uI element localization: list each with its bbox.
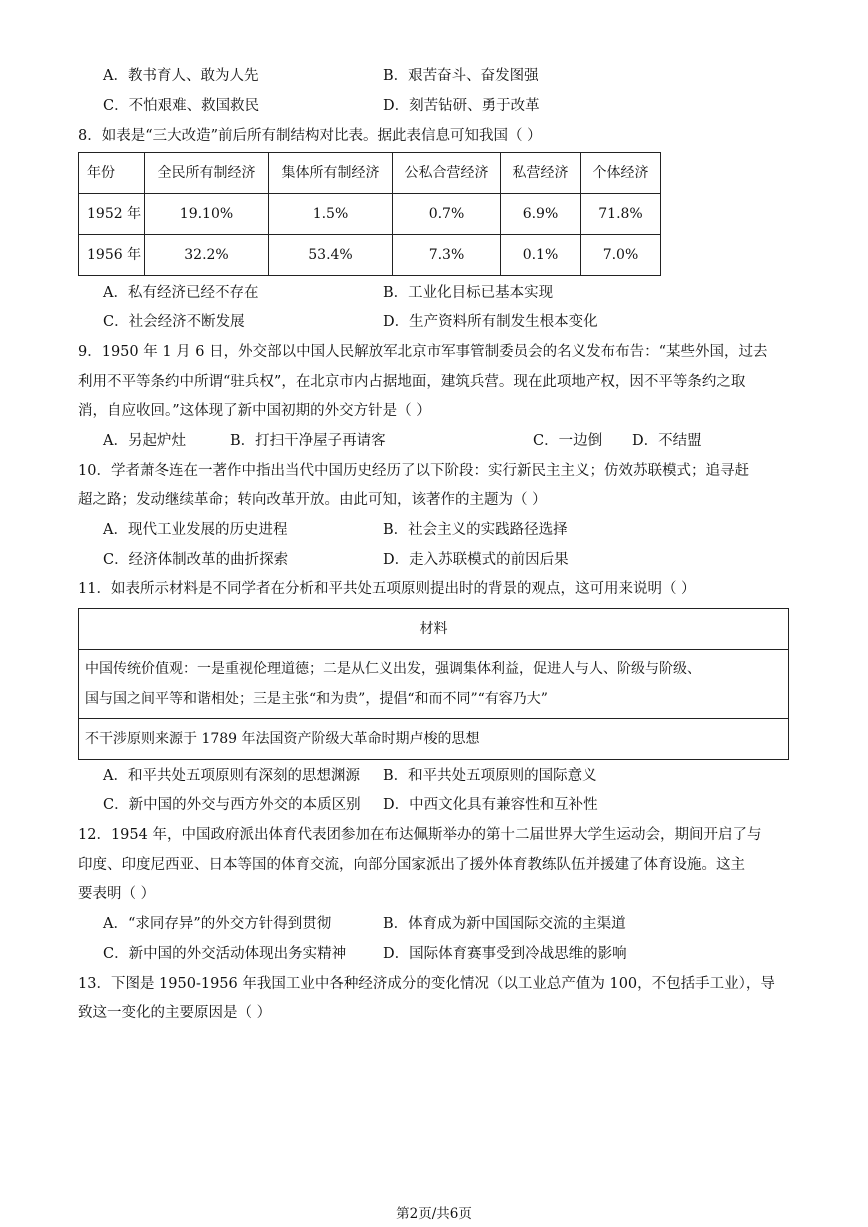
q11-option-c[interactable]: C．新中国的外交与西方外交的本质区别 <box>103 797 361 813</box>
table-cell: 32.2% <box>145 235 269 276</box>
q10-option-c[interactable]: C．经济体制改革的曲折探索 <box>103 552 289 568</box>
table-header-cell: 个体经济 <box>581 153 661 194</box>
table-cell: 19.10% <box>145 194 269 235</box>
table-header-cell: 公私合营经济 <box>393 153 501 194</box>
q10-option-a[interactable]: A．现代工业发展的历史进程 <box>103 522 288 538</box>
q9-option-b[interactable]: B．打扫干净屋子再请客 <box>230 433 386 449</box>
table-row <box>79 194 661 235</box>
q12-option-b[interactable]: B．体育成为新中国国际交流的主渠道 <box>383 916 626 932</box>
q8-option-b[interactable]: B．工业化目标已基本实现 <box>383 285 554 301</box>
q10-stem-line: 超之路；发动继续革命；转向改革开放。由此可知，该著作的主题为（ ） <box>78 492 547 508</box>
q9-option-d[interactable]: D．不结盟 <box>632 433 702 449</box>
q13-stem-line: 致这一变化的主要原因是（ ） <box>78 1005 272 1021</box>
q11-stem: 11．如表所示材料是不同学者在分析和平共处五项原则提出时的背景的观点，这可用来说明（ ） <box>78 581 696 597</box>
q8-stem: 8．如表是“三大改造”前后所有制结构对比表。据此表信息可知我国（ ） <box>78 128 542 144</box>
q11-material-table <box>78 608 789 760</box>
material-text-line: 中国传统价值观：一是重视伦理道德；二是从仁义出发，强调集体利益，促进人与人、阶级与阶级、 <box>85 661 701 677</box>
q8-option-d[interactable]: D．生产资料所有制发生根本变化 <box>383 314 598 330</box>
q12-option-c[interactable]: C．新中国的外交活动体现出务实精神 <box>103 946 347 962</box>
table-header-cell: 全民所有制经济 <box>145 153 269 194</box>
q9-option-c[interactable]: C．一边倒 <box>533 433 603 449</box>
q8-option-a[interactable]: A．私有经济已经不存在 <box>103 285 259 301</box>
q11-option-a[interactable]: A．和平共处五项原则有深刻的思想渊源 <box>103 768 360 784</box>
q9-stem-line: 消，自应收回。”这体现了新中国初期的外交方针是（ ） <box>78 403 431 419</box>
table-cell: 7.0% <box>581 235 661 276</box>
q8-table <box>78 152 661 276</box>
q11-option-b[interactable]: B．和平共处五项原则的国际意义 <box>383 768 597 784</box>
q7-option-b[interactable]: B．艰苦奋斗、奋发图强 <box>383 68 539 84</box>
q8-option-c[interactable]: C．社会经济不断发展 <box>103 314 245 330</box>
table-header-cell: 集体所有制经济 <box>269 153 393 194</box>
table-cell: 1.5% <box>269 194 393 235</box>
table-header-cell: 年份 <box>79 153 145 194</box>
table-cell: 1956 年 <box>79 235 145 276</box>
q12-stem-line: 要表明（ ） <box>78 886 156 902</box>
page-number: 第2页/共6页 <box>396 1206 472 1222</box>
table-header-row <box>79 153 661 194</box>
q10-option-d[interactable]: D．走入苏联模式的前因后果 <box>383 552 569 568</box>
q11-option-d[interactable]: D．中西文化具有兼容性和互补性 <box>383 797 598 813</box>
table-cell: 0.1% <box>501 235 581 276</box>
q9-option-a[interactable]: A．另起炉灶 <box>103 433 186 449</box>
q12-option-a[interactable]: A．“求同存异”的外交方针得到贯彻 <box>103 916 332 932</box>
q13-stem-line: 13．下图是 1950-1956 年我国工业中各种经济成分的变化情况（以工业总产值为 100，不包括手工业），导 <box>78 976 775 992</box>
material-header: 材料 <box>79 609 789 650</box>
q10-stem-line: 10．学者萧冬连在一著作中指出当代中国历史经历了以下阶段：实行新民主主义；仿效苏联模式；追寻赶 <box>78 463 749 479</box>
table-cell: 53.4% <box>269 235 393 276</box>
table-header-cell: 私营经济 <box>501 153 581 194</box>
q7-option-c[interactable]: C．不怕艰难、救国救民 <box>103 98 260 114</box>
q9-stem-line: 利用不平等条约中所谓“驻兵权”，在北京市内占据地面，建筑兵营。现在此项地产权，因不平等条约之取 <box>78 374 746 390</box>
material-text-line: 国与国之间平等和谐相处；三是主张“和为贵”，提倡“和而不同”“有容乃大” <box>85 691 548 707</box>
q7-option-d[interactable]: D．刻苦钻研、勇于改革 <box>383 98 540 114</box>
table-cell: 7.3% <box>393 235 501 276</box>
q9-stem-line: 9．1950 年 1 月 6 日，外交部以中国人民解放军北京市军事管制委员会的名义发布布告：“某些外国，过去 <box>78 344 768 360</box>
material-row: 不干涉原则来源于 1789 年法国资产阶级大革命时期卢梭的思想 <box>79 719 789 760</box>
material-row <box>79 650 789 719</box>
q12-stem-line: 印度、印度尼西亚、日本等国的体育交流，向部分国家派出了援外体育教练队伍并援建了体育设施。这主 <box>78 857 745 873</box>
q12-stem-line: 12．1954 年，中国政府派出体育代表团参加在布达佩斯举办的第十二届世界大学生运动会，期间开启了与 <box>78 827 762 843</box>
q7-option-a[interactable]: A．教书育人、敢为人先 <box>103 68 259 84</box>
q12-option-d[interactable]: D．国际体育赛事受到冷战思维的影响 <box>383 946 627 962</box>
q10-option-b[interactable]: B．社会主义的实践路径选择 <box>383 522 568 538</box>
table-cell: 0.7% <box>393 194 501 235</box>
table-row <box>79 235 661 276</box>
table-cell: 1952 年 <box>79 194 145 235</box>
table-cell: 71.8% <box>581 194 661 235</box>
table-cell: 6.9% <box>501 194 581 235</box>
